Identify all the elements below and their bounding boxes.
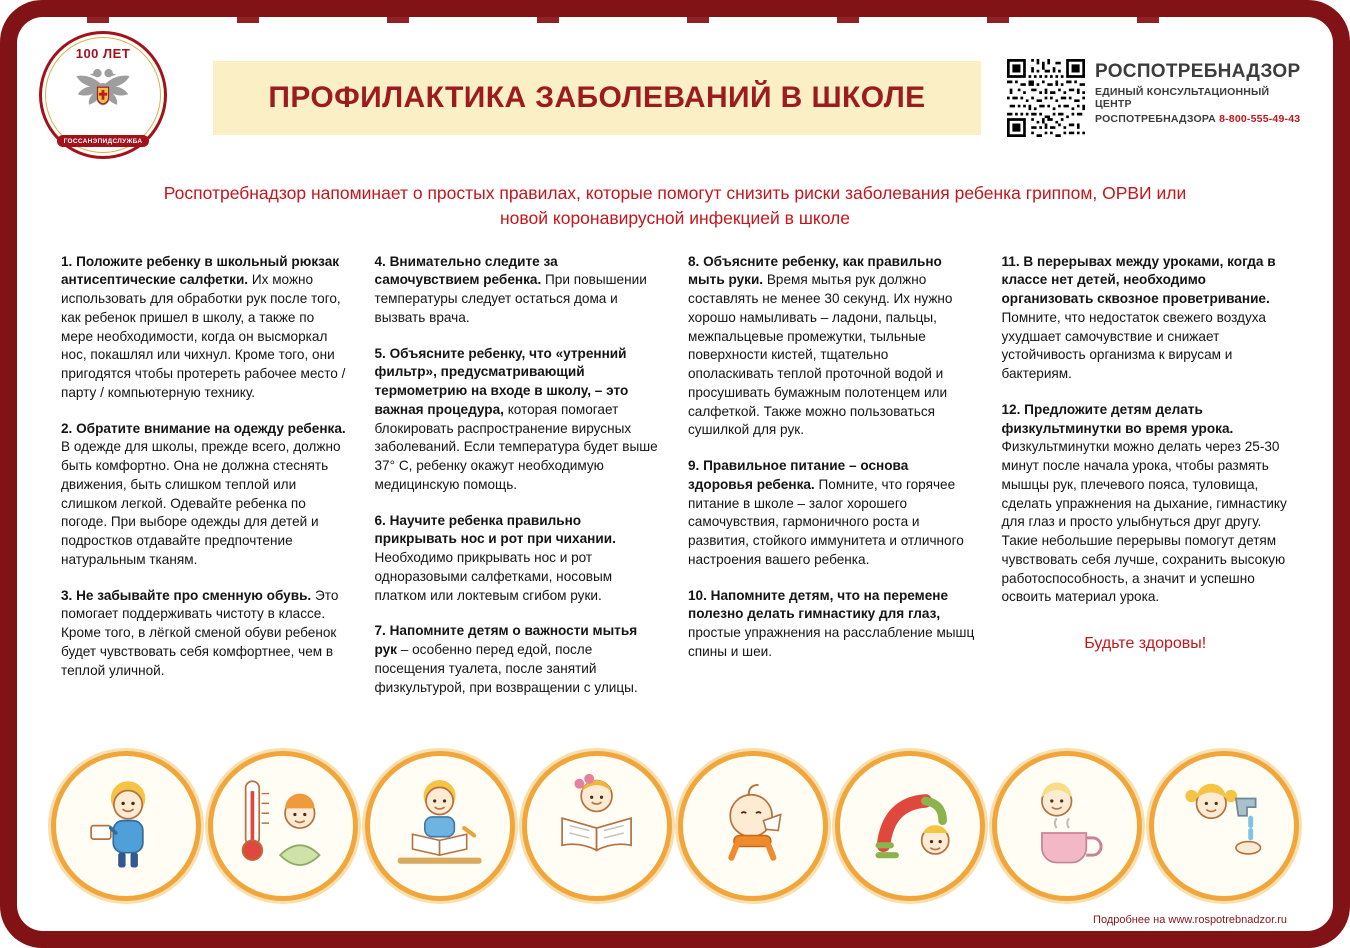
title-banner [213,61,981,135]
rule-2-text: В одежде для школы, прежде всего, должно быть комфортно. Она не должна стеснять движения, быть слишком теплой или слишком легкой. Одевайте ребенка по погоде. При выборе одежды для детей и подростков отдавайте предпочтение натуральным тканям. [61,439,341,567]
emblem-years-label: 100 ЛЕТ [75,46,131,61]
subtitle: Роспотребнадзор напоминает о простых правилах, которые помогут снизить риски заболевания ребенка гриппом, ОРВИ или новой коронавирусной инфекцией в школе [163,183,1187,228]
rule-3-text: Это помогает поддерживать чистоту в классе. Кроме того, в лёгкой сменой обуви ребенок будет чувствовать себя комфортнее, чем в теплой уличной. [61,587,339,678]
rule-12-text: Физкультминутки можно делать через 25-30 минут после начала урока, чтобы размять мышцы рук, плечевого пояса, туловища, сделать упражнения на дыхание, гимнастику для глаз и просто улыбнуться друг другу. Такие небольшие перерывы помогут детям чувствовать себя лучше, сохранить высокую работоспособность, а значит и успешно освоить материал урока. [1001,439,1287,605]
rule-item-6 [375,512,663,606]
illustration-kid-doing-exercise [835,751,985,901]
rule-7-text: – особенно перед едой, после посещения туалета, после занятий физкультурой, при возвращении с улицы. [374,642,638,695]
boy-with-wipes-icon [64,764,187,887]
rule-item-7 [375,622,663,697]
rule-10-lead: 10. Напомните детям, что на перемене полезно делать гимнастику для глаз, [688,587,949,622]
rule-item-4 [375,253,663,328]
column-2 [375,253,663,715]
rule-8-lead: 8. Объясните ребенку, как правильно мыть руки. [688,253,942,288]
illustration-girl-reading-book [522,751,672,901]
rule-1-text: Их можно использовать для обработки рук после того, как ребенок пришел в школу, а также по мере необходимости, когда он высморкал нос, покашлял или чихнул. Кроме того, они пригодятся чтобы протереть рабочее место / парту / компьютерную технику. [61,272,346,400]
page-title: ПРОФИЛАКТИКА ЗАБОЛЕВАНИЙ В ШКОЛЕ [268,81,926,114]
rule-7-lead: 7. Напомните детям о важности мытья рук [374,623,638,658]
illustration-boy-with-antiseptic-wipes [51,751,201,901]
illustration-baby-blowing-nose [678,751,828,901]
rule-item-8 [688,253,976,441]
contact-text [1095,59,1307,137]
illustration-girl-with-hot-drink [992,751,1142,901]
consult-center-line2 [1095,113,1307,125]
girl-hot-drink-icon [1005,764,1128,887]
rule-6-text: Необходимо прикрывать нос и рот одноразовыми салфетками, носовым платком или локтевым сгибом руки. [374,550,613,603]
illustration-girl-washing-hands [1149,751,1299,901]
girl-reading-icon [535,764,658,887]
illustrations-row [51,751,1299,901]
rule-item-9 [688,457,976,570]
header [17,17,1333,159]
decorative-top-marks [87,17,1263,23]
contact-block [1007,59,1307,137]
consult-center-line1: ЕДИНЫЙ КОНСУЛЬТАЦИОННЫЙ ЦЕНТР [1095,86,1270,110]
rule-3-lead: 3. Не забывайте про сменную обувь. [61,587,312,603]
illustration-boy-writing-at-desk [365,751,515,901]
rule-5-text: которая помогает блокировать распространение вирусных заболеваний. Если температура будет выше 37° C, ребенку окажут необходимую медицинскую помощь. [374,401,658,492]
rule-item-1 [61,253,349,403]
kid-exercise-icon [849,764,972,887]
rule-4-lead: 4. Внимательно следите за самочувствием ребенка. [374,253,558,288]
rule-12-lead: 12. Предложите детям делать физкультминутки во время урока. [1001,401,1234,436]
column-3 [688,253,976,715]
org-name: РОСПОТРЕБНАДЗОР [1095,61,1301,82]
website-note: Подробнее на www.rospotrebnadzor.ru [1093,914,1287,926]
qr-code [1007,59,1085,137]
closing-message: Будьте здоровы! [1084,635,1207,653]
rule-item-3 [61,587,349,681]
poster-inner [17,17,1333,931]
rule-1-lead: 1. Положите ребенку в школьный рюкзак антисептические салфетки. [61,253,340,288]
girl-washing-hands-icon [1162,764,1285,887]
rule-6-lead: 6. Научите ребенка правильно прикрывать нос и рот при чихании. [374,512,616,547]
rules-columns [17,231,1333,715]
rule-9-text: Помните, что горячее питание в школе – залог хорошего самочувствия, гармоничного роста и развития, стойкого иммунитета и отличного настроения вашего ребенка. [688,476,964,567]
rule-5-lead: 5. Объясните ребенку, что «утренний фильтр», предусматривающий термометрию на входе в школу, – это важная процедура, [374,345,629,417]
rule-11-lead: 11. В перерывах между уроками, когда в классе нет детей, необходимо организовать сквозное проветривание. [1001,253,1276,307]
thermometer-kid-icon [221,764,344,887]
rule-item-12 [1002,401,1290,607]
double-headed-eagle-icon [68,62,138,118]
rule-10-text: простые упражнения на расслабление мышц спины и шеи. [688,625,975,659]
baby-blowing-nose-icon [692,764,815,887]
column-1 [61,253,349,715]
rule-item-11 [1002,253,1290,384]
rule-4-text: При повышении температуры следует остаться дома и вызвать врача. [374,272,647,325]
rule-2-lead: 2. Обратите внимание на одежду ребенка. [61,420,346,436]
rule-8-text: Время мытья рук должно составлять не менее 30 секунд. Их нужно хорошо намыливать – ладони, пальцы, межпальцевые промежутки, тыльные поверхности кистей, тщательно ополаскивать теплой проточной водой и просушивать бумажным полотенцем или салфеткой. Также можно пользоваться сушилкой для рук. [688,272,953,438]
column-4 [1002,253,1290,715]
rule-item-2 [61,420,349,570]
rule-9-lead: 9. Правильное питание – основа здоровья ребенка. [688,458,909,492]
consult-center-org: РОСПОТРЕБНАДЗОРА [1095,113,1216,125]
rule-item-10 [688,587,976,662]
rule-item-5 [375,345,663,495]
emblem-gossanepidsluzhba [39,31,167,159]
hotline-phone: 8-800-555-49-43 [1219,113,1301,125]
boy-writing-icon [378,764,501,887]
emblem-ribbon-label: ГОССАНЭПИДСЛУЖБА [57,135,150,147]
rule-11-text: Помните, что недостаток свежего воздуха ухудшает самочувствие и снижает устойчивость организма к вирусам и бактериям. [1001,309,1266,382]
illustration-thermometer-and-calm-kid [208,751,358,901]
